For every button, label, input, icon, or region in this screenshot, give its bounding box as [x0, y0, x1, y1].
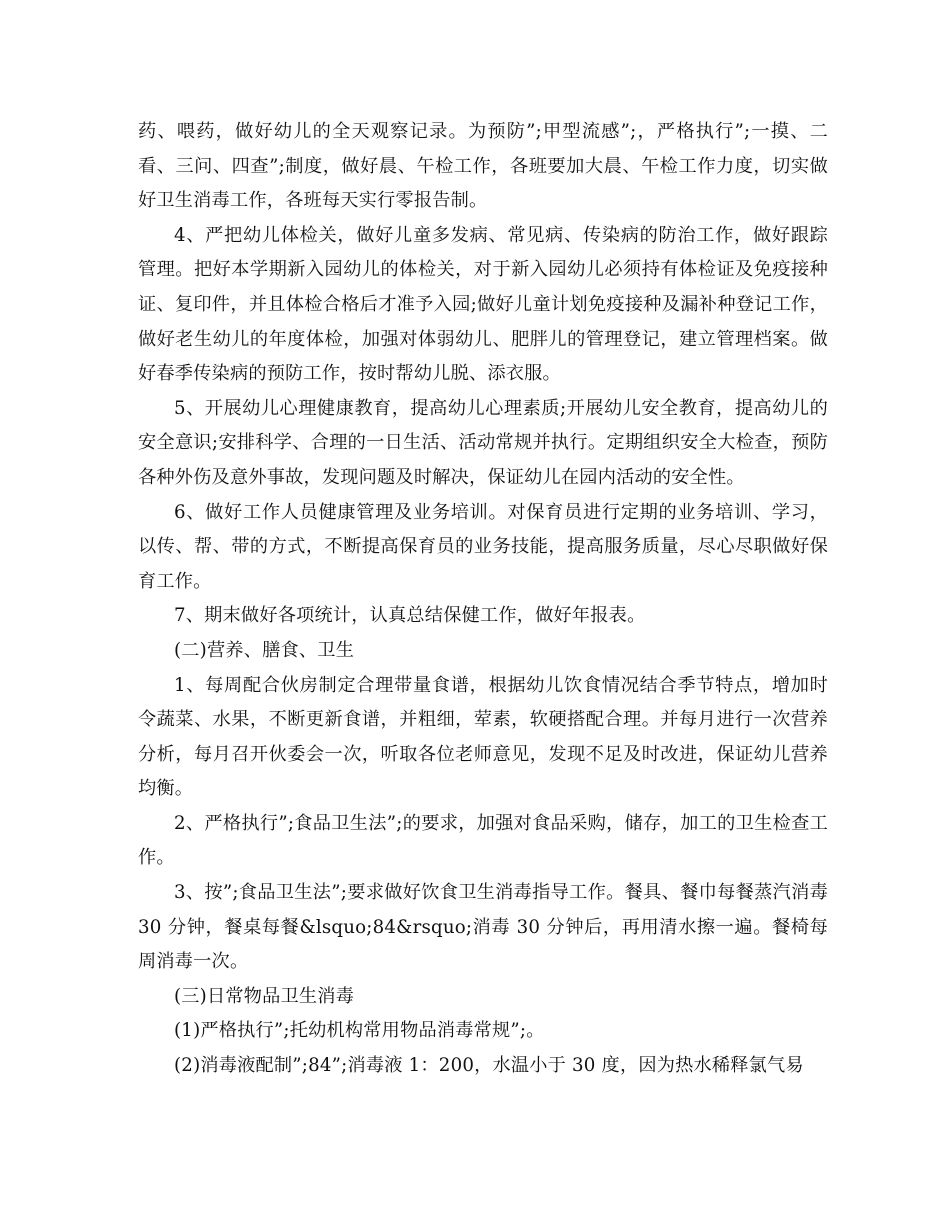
paragraph-4: 6、做好工作人员健康管理及业务培训。对保育员进行定期的业务培训、学习，以传、帮、带的方式，不断提高保育员的业务技能，提高服务质量，尽心尽职做好保育工作。 [138, 501, 828, 592]
paragraph-10: (2)消毒液配制”;84”;消毒液 1：200，水温小于 30 度，因为热水稀释氯气易 [174, 1055, 804, 1077]
document-body [138, 115, 828, 1084]
paragraph-5: 7、期末做好各项统计，认真总结保健工作，做好年报表。 [174, 605, 646, 627]
paragraph-3: 5、开展幼儿心理健康教育，提高幼儿心理素质;开展幼儿安全教育，提高幼儿的安全意识;安排科学、合理的一日生活、活动常规并执行。定期组织安全大检查，预防各种外伤及意外事故，发现问题及时解决，保证幼儿在园内活动的安全性。 [138, 397, 828, 488]
paragraph-9: (1)严格执行”;托幼机构常用物品消毒常规”;。 [174, 1020, 545, 1042]
paragraph-8: 3、按”;食品卫生法”;要求做好饮食卫生消毒指导工作。餐具、餐巾每餐蒸汽消毒 30 分钟，餐桌每餐&lsquo;84&rsquo;消毒 30 分钟后，再用清水擦一遍。餐椅每周消毒一次。 [138, 882, 828, 973]
paragraph-2: 4、严把幼儿体检关，做好儿童多发病、常见病、传染病的防治工作，做好跟踪管理。把好本学期新入园幼儿的体检关，对于新入园幼儿必须持有体检证及免疫接种证、复印件，并且体检合格后才准予入园;做好儿童计划免疫接种及漏补种登记工作，做好老生幼儿的年度体检，加强对体弱幼儿、肥胖儿的管理登记，建立管理档案。做好春季传染病的预防工作，按时帮幼儿脱、添衣服。 [138, 224, 828, 385]
paragraph-6: 1、每周配合伙房制定合理带量食谱，根据幼儿饮食情况结合季节特点，增加时令蔬菜、水果，不断更新食谱，并粗细，荤素，软硬搭配合理。并每月进行一次营养分析，每月召开伙委会一次，听取各位老师意见，发现不足及时改进，保证幼儿营养均衡。 [138, 674, 828, 800]
paragraph-7: 2、严格执行”;食品卫生法”;的要求，加强对食品采购，储存，加工的卫生检查工作。 [138, 812, 828, 869]
section-heading-3: (三)日常物品卫生消毒 [174, 985, 355, 1007]
section-heading-2: (二)营养、膳食、卫生 [174, 639, 355, 661]
paragraph-1: 药、喂药，做好幼儿的全天观察记录。为预防”;甲型流感”;，严格执行”;一摸、二看、三问、四查”;制度，做好晨、午检工作，各班要加大晨、午检工作力度，切实做好卫生消毒工作，各班每天实行零报告制。 [138, 121, 828, 212]
